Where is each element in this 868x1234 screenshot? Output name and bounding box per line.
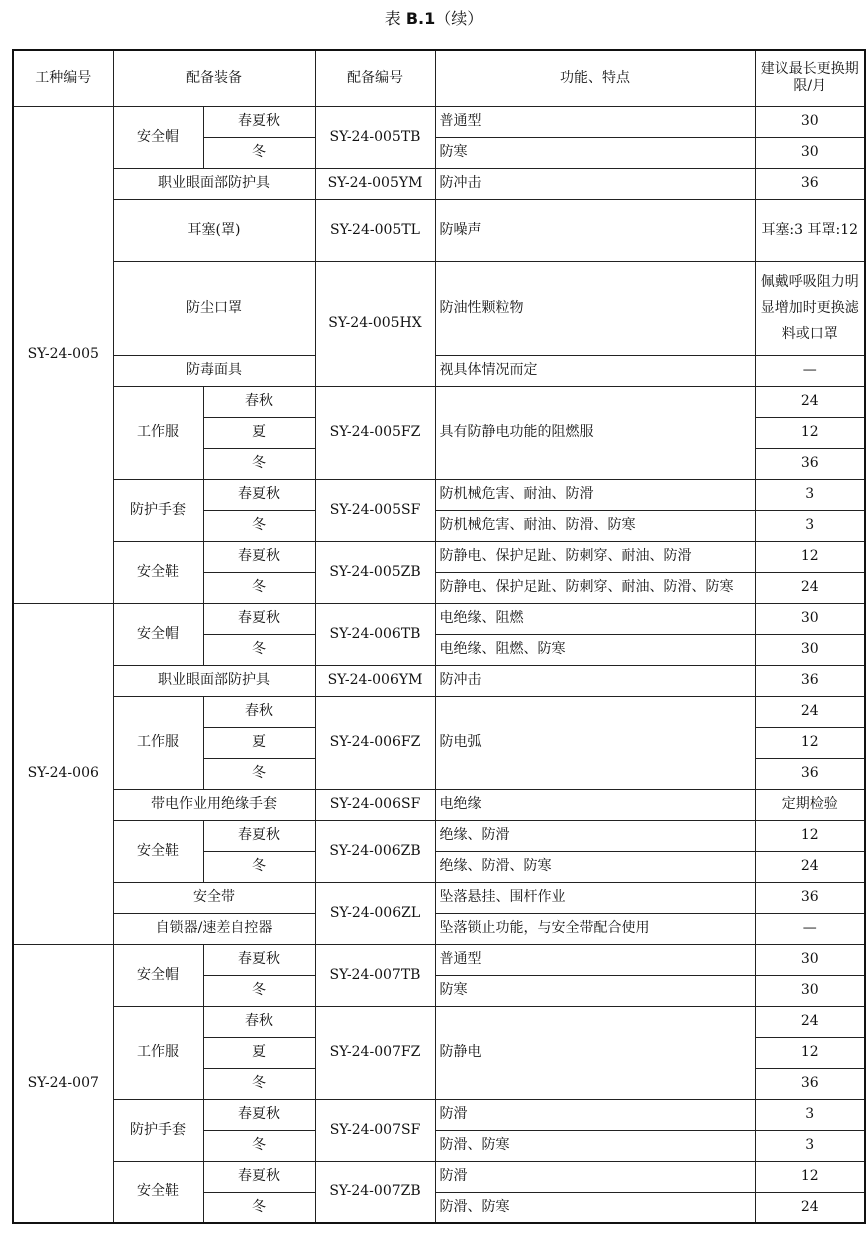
replace-cell: 3	[755, 1130, 865, 1161]
season-cell: 春夏秋	[203, 944, 315, 975]
season-cell: 春秋	[203, 386, 315, 417]
season-cell: 春秋	[203, 696, 315, 727]
equipment-cell: 防毒面具	[113, 355, 315, 386]
function-cell: 绝缘、防滑	[435, 820, 755, 851]
season-cell: 冬	[203, 1192, 315, 1223]
replace-cell: 24	[755, 851, 865, 882]
number-cell: SY-24-006TB	[315, 603, 435, 665]
replace-cell: 24	[755, 386, 865, 417]
replace-cell: 12	[755, 727, 865, 758]
equipment-cell: 自锁器/速差自控器	[113, 913, 315, 944]
number-cell: SY-24-005TB	[315, 106, 435, 168]
season-cell: 冬	[203, 975, 315, 1006]
season-cell: 冬	[203, 448, 315, 479]
season-cell: 冬	[203, 851, 315, 882]
replace-cell: 24	[755, 696, 865, 727]
table-row	[13, 789, 865, 820]
equipment-cell: 带电作业用绝缘手套	[113, 789, 315, 820]
replace-cell: 36	[755, 168, 865, 199]
season-cell: 冬	[203, 510, 315, 541]
table-row	[13, 603, 865, 634]
season-cell: 冬	[203, 1068, 315, 1099]
title-code: B.1	[405, 9, 436, 28]
table-row	[13, 944, 865, 975]
table-row	[13, 479, 865, 510]
function-cell: 防电弧	[435, 696, 755, 789]
function-cell: 防寒	[435, 137, 755, 168]
replace-cell: 36	[755, 448, 865, 479]
table-row	[13, 355, 865, 386]
header-number: 配备编号	[315, 50, 435, 106]
equipment-cell: 工作服	[113, 1006, 203, 1099]
number-cell: SY-24-006SF	[315, 789, 435, 820]
function-cell: 具有防静电功能的阻燃服	[435, 386, 755, 479]
function-cell: 绝缘、防滑、防寒	[435, 851, 755, 882]
number-cell: SY-24-005TL	[315, 199, 435, 261]
function-cell: 防油性颗粒物	[435, 261, 755, 355]
season-cell: 春夏秋	[203, 603, 315, 634]
season-cell: 冬	[203, 634, 315, 665]
replace-cell: —	[755, 913, 865, 944]
function-cell: 防滑、防寒	[435, 1130, 755, 1161]
equipment-table	[12, 49, 866, 1224]
replace-cell: 24	[755, 572, 865, 603]
equipment-cell: 防尘口罩	[113, 261, 315, 355]
season-cell: 春夏秋	[203, 1161, 315, 1192]
replace-cell: 3	[755, 479, 865, 510]
season-cell: 春夏秋	[203, 479, 315, 510]
replace-cell: 12	[755, 820, 865, 851]
equipment-cell: 工作服	[113, 386, 203, 479]
number-cell: SY-24-007SF	[315, 1099, 435, 1161]
header-code: 工种编号	[13, 50, 113, 106]
replace-cell: 30	[755, 944, 865, 975]
season-cell: 春秋	[203, 1006, 315, 1037]
table-row	[13, 386, 865, 417]
function-cell: 防静电、保护足趾、防刺穿、耐油、防滑、防寒	[435, 572, 755, 603]
replace-cell: 3	[755, 510, 865, 541]
replace-cell: —	[755, 355, 865, 386]
function-cell: 防静电	[435, 1006, 755, 1099]
number-cell: SY-24-006ZL	[315, 882, 435, 944]
season-cell: 夏	[203, 1037, 315, 1068]
equipment-cell: 职业眼面部防护具	[113, 168, 315, 199]
equipment-cell: 防护手套	[113, 1099, 203, 1161]
season-cell: 春夏秋	[203, 820, 315, 851]
equipment-cell: 工作服	[113, 696, 203, 789]
replace-cell: 定期检验	[755, 789, 865, 820]
replace-cell: 12	[755, 541, 865, 572]
table-row	[13, 541, 865, 572]
replace-cell: 30	[755, 137, 865, 168]
table-row	[13, 1161, 865, 1192]
function-cell: 电绝缘、阻燃	[435, 603, 755, 634]
season-cell: 夏	[203, 727, 315, 758]
replace-cell: 24	[755, 1192, 865, 1223]
season-cell: 冬	[203, 137, 315, 168]
table-title	[0, 6, 868, 29]
function-cell: 防机械危害、耐油、防滑	[435, 479, 755, 510]
equipment-cell: 安全帽	[113, 603, 203, 665]
number-cell: SY-24-005SF	[315, 479, 435, 541]
function-cell: 电绝缘、阻燃、防寒	[435, 634, 755, 665]
job-code-cell: SY-24-006	[13, 603, 113, 944]
number-cell: SY-24-005HX	[315, 261, 435, 386]
function-cell: 防噪声	[435, 199, 755, 261]
job-code-cell: SY-24-007	[13, 944, 113, 1223]
function-cell: 防冲击	[435, 665, 755, 696]
season-cell: 春夏秋	[203, 541, 315, 572]
table-row	[13, 1099, 865, 1130]
replace-cell: 12	[755, 417, 865, 448]
season-cell: 冬	[203, 1130, 315, 1161]
table-row	[13, 261, 865, 355]
function-cell: 坠落锁止功能，与安全带配合使用	[435, 913, 755, 944]
replace-cell: 36	[755, 1068, 865, 1099]
number-cell: SY-24-006FZ	[315, 696, 435, 789]
number-cell: SY-24-005ZB	[315, 541, 435, 603]
equipment-cell: 耳塞(罩)	[113, 199, 315, 261]
table-row	[13, 913, 865, 944]
replace-cell: 12	[755, 1037, 865, 1068]
season-cell: 冬	[203, 758, 315, 789]
season-cell: 春夏秋	[203, 1099, 315, 1130]
number-cell: SY-24-006YM	[315, 665, 435, 696]
equipment-cell: 防护手套	[113, 479, 203, 541]
title-prefix: 表	[384, 9, 401, 28]
equipment-cell: 安全鞋	[113, 820, 203, 882]
function-cell: 普通型	[435, 106, 755, 137]
table-row	[13, 665, 865, 696]
replace-cell: 36	[755, 665, 865, 696]
function-cell: 防静电、保护足趾、防刺穿、耐油、防滑	[435, 541, 755, 572]
replace-cell: 36	[755, 882, 865, 913]
season-cell: 夏	[203, 417, 315, 448]
replace-cell: 3	[755, 1099, 865, 1130]
header-replace: 建议最长更换期限/月	[755, 50, 865, 106]
header-row	[13, 50, 865, 106]
table-row	[13, 882, 865, 913]
number-cell: SY-24-007ZB	[315, 1161, 435, 1223]
replace-cell: 佩戴呼吸阻力明显增加时更换滤料或口罩	[755, 261, 865, 355]
replace-cell: 36	[755, 758, 865, 789]
number-cell: SY-24-005FZ	[315, 386, 435, 479]
number-cell: SY-24-007FZ	[315, 1006, 435, 1099]
number-cell: SY-24-006ZB	[315, 820, 435, 882]
number-cell: SY-24-005YM	[315, 168, 435, 199]
replace-cell: 耳塞:3 耳罩:12	[755, 199, 865, 261]
table-row	[13, 696, 865, 727]
function-cell: 电绝缘	[435, 789, 755, 820]
replace-cell: 12	[755, 1161, 865, 1192]
function-cell: 防冲击	[435, 168, 755, 199]
function-cell: 防寒	[435, 975, 755, 1006]
title-suffix: （续）	[435, 9, 484, 28]
equipment-cell: 职业眼面部防护具	[113, 665, 315, 696]
header-equipment: 配备装备	[113, 50, 315, 106]
replace-cell: 30	[755, 603, 865, 634]
equipment-cell: 安全帽	[113, 106, 203, 168]
replace-cell: 30	[755, 106, 865, 137]
function-cell: 坠落悬挂、围杆作业	[435, 882, 755, 913]
function-cell: 普通型	[435, 944, 755, 975]
replace-cell: 30	[755, 975, 865, 1006]
season-cell: 春夏秋	[203, 106, 315, 137]
replace-cell: 24	[755, 1006, 865, 1037]
replace-cell: 30	[755, 634, 865, 665]
job-code-cell: SY-24-005	[13, 106, 113, 603]
function-cell: 防机械危害、耐油、防滑、防寒	[435, 510, 755, 541]
function-cell: 防滑	[435, 1161, 755, 1192]
table-row	[13, 199, 865, 261]
function-cell: 视具体情况而定	[435, 355, 755, 386]
table-row	[13, 1006, 865, 1037]
equipment-cell: 安全带	[113, 882, 315, 913]
season-cell: 冬	[203, 572, 315, 603]
function-cell: 防滑、防寒	[435, 1192, 755, 1223]
header-function: 功能、特点	[435, 50, 755, 106]
equipment-cell: 安全鞋	[113, 1161, 203, 1223]
number-cell: SY-24-007TB	[315, 944, 435, 1006]
table-row	[13, 168, 865, 199]
equipment-cell: 安全鞋	[113, 541, 203, 603]
equipment-cell: 安全帽	[113, 944, 203, 1006]
table-row	[13, 820, 865, 851]
function-cell: 防滑	[435, 1099, 755, 1130]
table-row	[13, 106, 865, 137]
